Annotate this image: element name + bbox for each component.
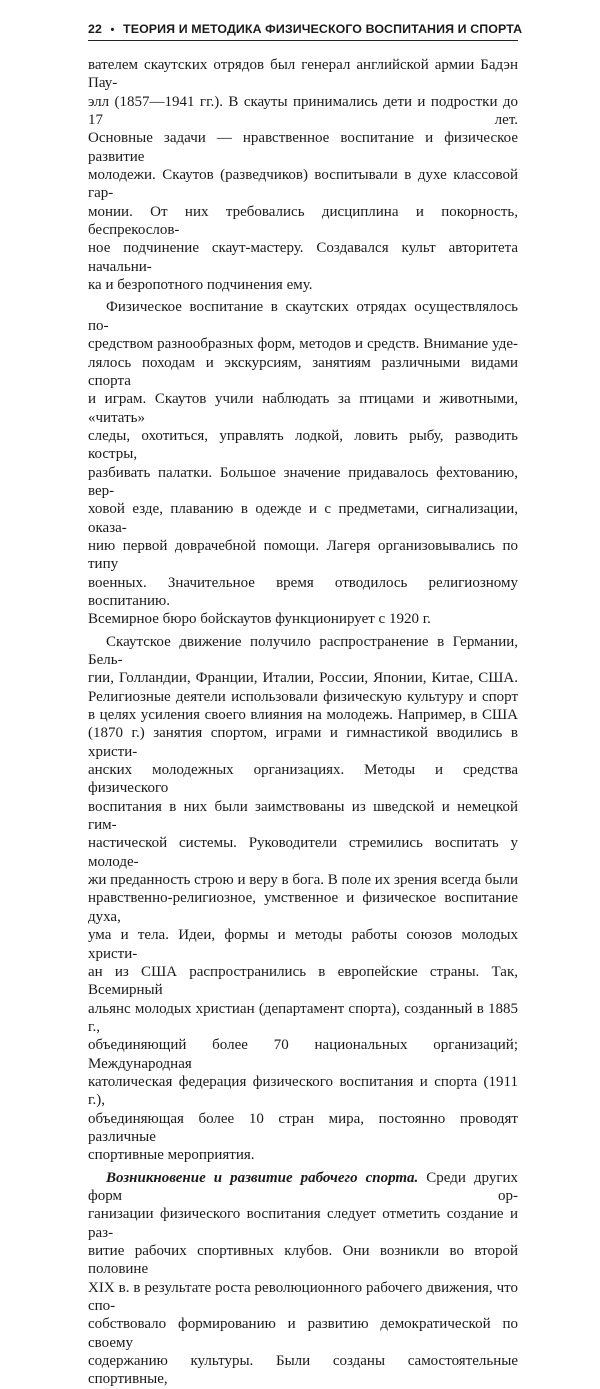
text-line: Основные задачи — нравственное воспитание и физическое развитие (88, 130, 518, 165)
text-line: витие рабочих спортивных клубов. Они возникли во второй половине (88, 1243, 518, 1278)
text-line: Всемирное бюро бойскаутов функционирует с 1920 г. (88, 611, 431, 628)
paragraph-1 (88, 56, 518, 294)
text-line: молодежи. Скаутов (разведчиков) воспитывали в духе классовой гар- (88, 167, 518, 202)
text-line: средством разнообразных форм, методов и средств. Внимание уде- (88, 336, 518, 353)
text-line: Физическое воспитание в скаутских отрядах осуществлялось по- (88, 299, 518, 334)
text-line: XIX в. в результате роста революционного рабочего движения, что спо- (88, 1279, 518, 1315)
text-line: монии. От них требовались дисциплина и покорность, беспрекослов- (88, 203, 518, 239)
text-line: католическая федерация физического воспитания и спорта (1911 г.), (88, 1073, 518, 1109)
header-bullet: • (110, 24, 115, 36)
text-line: разбивать палатки. Большое значение придавалось фехтованию, вер- (88, 464, 518, 499)
text-line: лялось походам и экскурсиям, занятиям различными видами спорта (88, 354, 518, 389)
text-line: ума и тела. Идеи, формы и методы работы союзов молодых христи- (88, 927, 518, 962)
text-line: анских молодежных организациях. Методы и средства физического (88, 762, 518, 797)
text-line: Скаутское движение получило распространение в Германии, Бель- (88, 633, 518, 668)
section-heading: Возникновение и развитие рабочего спорта. (106, 1169, 419, 1186)
text-line: настической системы. Руководители стремились воспитать у молоде- (88, 835, 518, 870)
text-line (88, 1169, 518, 1206)
running-header (88, 20, 523, 41)
text-line: объединяющая более 10 стран мира, постоянно проводят различные (88, 1110, 518, 1145)
text-line: элл (1857—1941 гг.). В скауты принимались дети и подростки до 17 лет. (88, 93, 518, 129)
text-line: и играм. Скаутов учили наблюдать за птицами и животными, «читать» (88, 391, 518, 426)
text-line: собствовало формированию и развитию демократической по своему (88, 1316, 518, 1351)
text-line: альянс молодых христиан (департамент спорта), созданный в 1885 г., (88, 1000, 518, 1035)
text-line: ганизации физического воспитания следует отметить создание и раз- (88, 1206, 518, 1241)
text-line: объединяющий более 70 национальных организаций; Международная (88, 1037, 518, 1072)
header-title: ТЕОРИЯ И МЕТОДИКА ФИЗИЧЕСКОГО ВОСПИТАНИЯ И СПОРТА (123, 22, 523, 36)
paragraph-4 (88, 1169, 518, 1389)
text-line: нию первой доврачебной помощи. Лагеря организовывались по типу (88, 537, 518, 573)
text-line: гии, Голландии, Франции, Италии, России, Японии, Китае, США. (88, 670, 518, 687)
text-line: воспитания в них были заимствованы из шведской и немецкой гим- (88, 798, 518, 834)
text-line: следы, охотиться, управлять лодкой, ловить рыбу, разводить костры, (88, 427, 518, 463)
text-line: нравственно-религиозное, умственное и физическое воспитание духа, (88, 890, 518, 925)
text-line: вателем скаутских отрядов был генерал английской армии Бадэн Пау- (88, 57, 518, 92)
body-text (88, 56, 518, 1389)
text-line: спортивные мероприятия. (88, 1147, 255, 1164)
text-line: ховой езде, плаванию в одежде и с предметами, сигнализации, оказа- (88, 501, 518, 536)
text-line: военных. Значительное время отводилось религиозному воспитанию. (88, 574, 518, 609)
text-line: (1870 г.) занятия спортом, играми и гимнастикой вводились в христи- (88, 725, 518, 760)
text-line: ан из США распространились в европейские страны. Так, Всемирный (88, 963, 518, 999)
text-line: ное подчинение скаут-мастеру. Создавался культ авторитета начальни- (88, 240, 518, 275)
text-line: содержанию культуры. Были созданы самостоятельные спортивные, (88, 1353, 518, 1388)
paragraph-2 (88, 298, 518, 628)
text-line: в целях усиления своего влияния на молодежь. Например, в США (88, 707, 518, 724)
text-line: ка и безропотного подчинения ему. (88, 277, 313, 294)
text-line: Религиозные деятели использовали физическую культуру и спорт (88, 688, 518, 705)
page-number: 22 (88, 22, 102, 36)
heading-line-rest: Среди других форм ор- (88, 1169, 518, 1204)
paragraph-3 (88, 633, 518, 1165)
text-line: жи преданность строю и веру в бога. В поле их зрения всегда были (88, 872, 518, 889)
